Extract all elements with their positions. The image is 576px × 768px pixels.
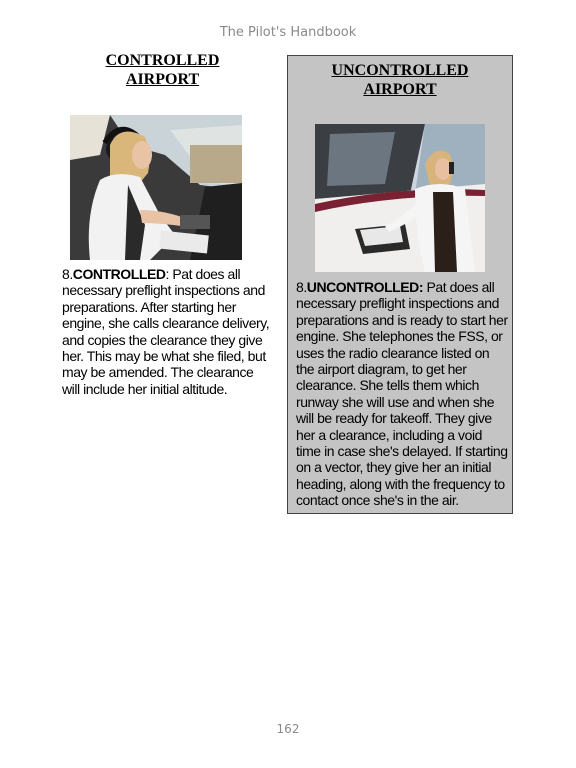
- book-title: The Pilot's Handbook: [219, 25, 357, 40]
- uncontrolled-heading-line1: UNCONTROLLED: [331, 62, 469, 79]
- pilot-in-cockpit-image: [70, 115, 242, 260]
- uncontrolled-step-number: 8.: [296, 279, 307, 295]
- pilot-on-phone-photo: [315, 124, 485, 272]
- controlled-description: [62, 266, 272, 397]
- uncontrolled-airport-panel: [287, 55, 513, 514]
- page-number: 162: [276, 722, 300, 736]
- controlled-airport-heading: [60, 51, 265, 89]
- uncontrolled-airport-heading: [288, 61, 512, 99]
- uncontrolled-paragraph: Pat does all necessary preflight inspections and preparations and is ready to start her engine. She telephones the FSS, or uses the radio clearance listed on the airport diagram, to get her clearance. She tells them which runway she will use and when she will be ready for takeoff. They give her a clearance, including a void time in case she's delayed. If starting on a vector, they give her an initial heading, along with the frequency to contact once she's in the air.: [296, 279, 508, 509]
- pilot-on-phone-image: [315, 124, 485, 272]
- controlled-heading-line2: AIRPORT: [125, 71, 200, 88]
- uncontrolled-description: [296, 279, 508, 509]
- controlled-heading-line1: CONTROLLED: [105, 52, 220, 69]
- controlled-paragraph: : Pat does all necessary preflight inspections and preparations. After starting her engine, she calls clearance delivery, and copies the clearance they give her. This may be what she filed, but may be amended. The clearance will include her initial altitude.: [62, 266, 270, 397]
- pilot-in-cockpit-photo: [70, 115, 242, 260]
- uncontrolled-label: UNCONTROLLED:: [306, 279, 424, 295]
- controlled-step-number: 8.: [62, 266, 73, 282]
- uncontrolled-heading-line2: AIRPORT: [363, 81, 437, 98]
- controlled-label: CONTROLLED: [72, 266, 166, 282]
